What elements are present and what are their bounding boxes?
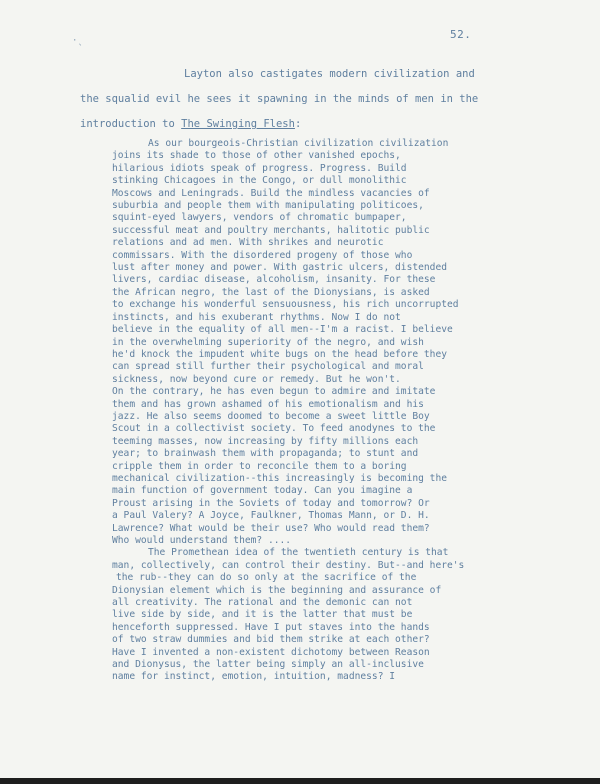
quote-line: successful meat and poultry merchants, halitotic public: [112, 224, 430, 236]
quote-line: a Paul Valery? A Joyce, Faulkner, Thomas Mann, or D. H.: [112, 510, 430, 522]
quote-line: hilarious idiots speak of progress. Progress. Build: [112, 162, 407, 174]
quote-line: On the contrary, he has even begun to admire and imitate: [112, 386, 436, 398]
quote-line: cripple them in order to reconcile them to a boring: [112, 460, 407, 472]
quote-line: sickness, now beyond cure or remedy. But he won't.: [112, 373, 401, 385]
quote-line: he'd knock the impudent white bugs on the head before they: [112, 348, 448, 360]
quote-line: and Dionysus, the latter being simply an all-inclusive: [112, 659, 424, 671]
quote-line: all creativity. The rational and the demonic can not: [112, 597, 413, 609]
quote-line: year; to brainwash them with propaganda; to stunt and: [112, 448, 419, 460]
quote-line: Dionysian element which is the beginning and assurance of: [112, 584, 442, 596]
quote-line: name for instinct, emotion, intuition, madness? I: [112, 671, 396, 683]
intro-line-suffix: :: [294, 118, 302, 130]
quote-line: mechanical civilization--this increasingly is becoming the: [112, 472, 448, 484]
intro-line: Layton also castigates modern civilization and: [184, 68, 475, 80]
quote-line: livers, cardiac disease, alcoholism, insanity. For these: [112, 274, 436, 286]
quote-line: Proust arising in the Soviets of today and tomorrow? Or: [112, 497, 430, 509]
book-title: The Swinging Flesh: [181, 118, 295, 130]
quote-line: them and has grown ashamed of his emotionalism and his: [112, 398, 424, 410]
quote-line: commissars. With the disordered progeny of those who: [112, 249, 413, 261]
quote-line: in the overwhelming superiority of the negro, and wish: [112, 336, 424, 348]
quote-line: Scout in a collectivist society. To feed anodynes to the: [112, 423, 436, 435]
scan-bottom-edge: [0, 778, 600, 784]
quote-line: jazz. He also seems doomed to become a sweet little Boy: [112, 410, 430, 422]
quote-line: lust after money and power. With gastric ulcers, distended: [112, 262, 448, 274]
quote-line: of two straw dummies and bid them strike at each other?: [112, 634, 430, 646]
quote-line: can spread still further their psychological and moral: [112, 361, 424, 373]
quote-line: henceforth suppressed. Have I put staves into the hands: [112, 621, 430, 633]
quote-line: live side by side, and it is the latter that must be: [112, 609, 413, 621]
quote-line: The Promethean idea of the twentieth century is that: [148, 547, 449, 559]
quote-line: to exchange his wonderful sensuousness, his rich uncorrupted: [112, 299, 459, 311]
quote-line: man, collectively, can control their destiny. But--and here's: [112, 559, 465, 571]
quote-line: Have I invented a non-existent dichotomy between Reason: [112, 646, 430, 658]
quote-line: instincts, and his exuberant rhythms. Now I do not: [112, 311, 401, 323]
quote-line: stinking Chicagoes in the Congo, or dull monolithic: [112, 175, 407, 187]
intro-line: [60, 112, 540, 137]
quote-line: Who would understand them? ....: [112, 535, 292, 546]
intro-line: the squalid evil he sees it spawning in the minds of men in the: [80, 93, 479, 105]
quote-line: joins its shade to those of other vanished epochs,: [112, 150, 401, 162]
intro-line-prefix: introduction to: [80, 118, 182, 130]
quote-line: believe in the equality of all men--I'm a racist. I believe: [112, 324, 453, 336]
quote-line: Moscows and Leningrads. Build the mindless vacancies of: [112, 187, 430, 199]
quote-line: relations and ad men. With shrikes and neurotic: [112, 237, 384, 249]
quote-line: teeming masses, now increasing by fifty millions each: [112, 435, 419, 447]
quote-line: the rub--they can do so only at the sacrifice of the: [116, 572, 417, 584]
block-quote: [112, 138, 552, 684]
intro-paragraph: [60, 62, 540, 137]
quote-line: main function of government today. Can you imagine a: [112, 485, 413, 497]
margin-mark: ·ˎ: [72, 36, 83, 46]
quote-line: squint-eyed lawyers, vendors of chromatic bumpaper,: [112, 212, 407, 224]
quote-line: As our bourgeois-Christian civilization civilization: [148, 138, 449, 149]
quote-line: suburbia and people them with manipulating politicoes,: [112, 200, 424, 212]
page-number: 52.: [450, 28, 472, 41]
quote-line: the African negro, the last of the Dionysians, is asked: [112, 286, 430, 298]
quote-line: Lawrence? What would be their use? Who would read them?: [112, 522, 430, 534]
